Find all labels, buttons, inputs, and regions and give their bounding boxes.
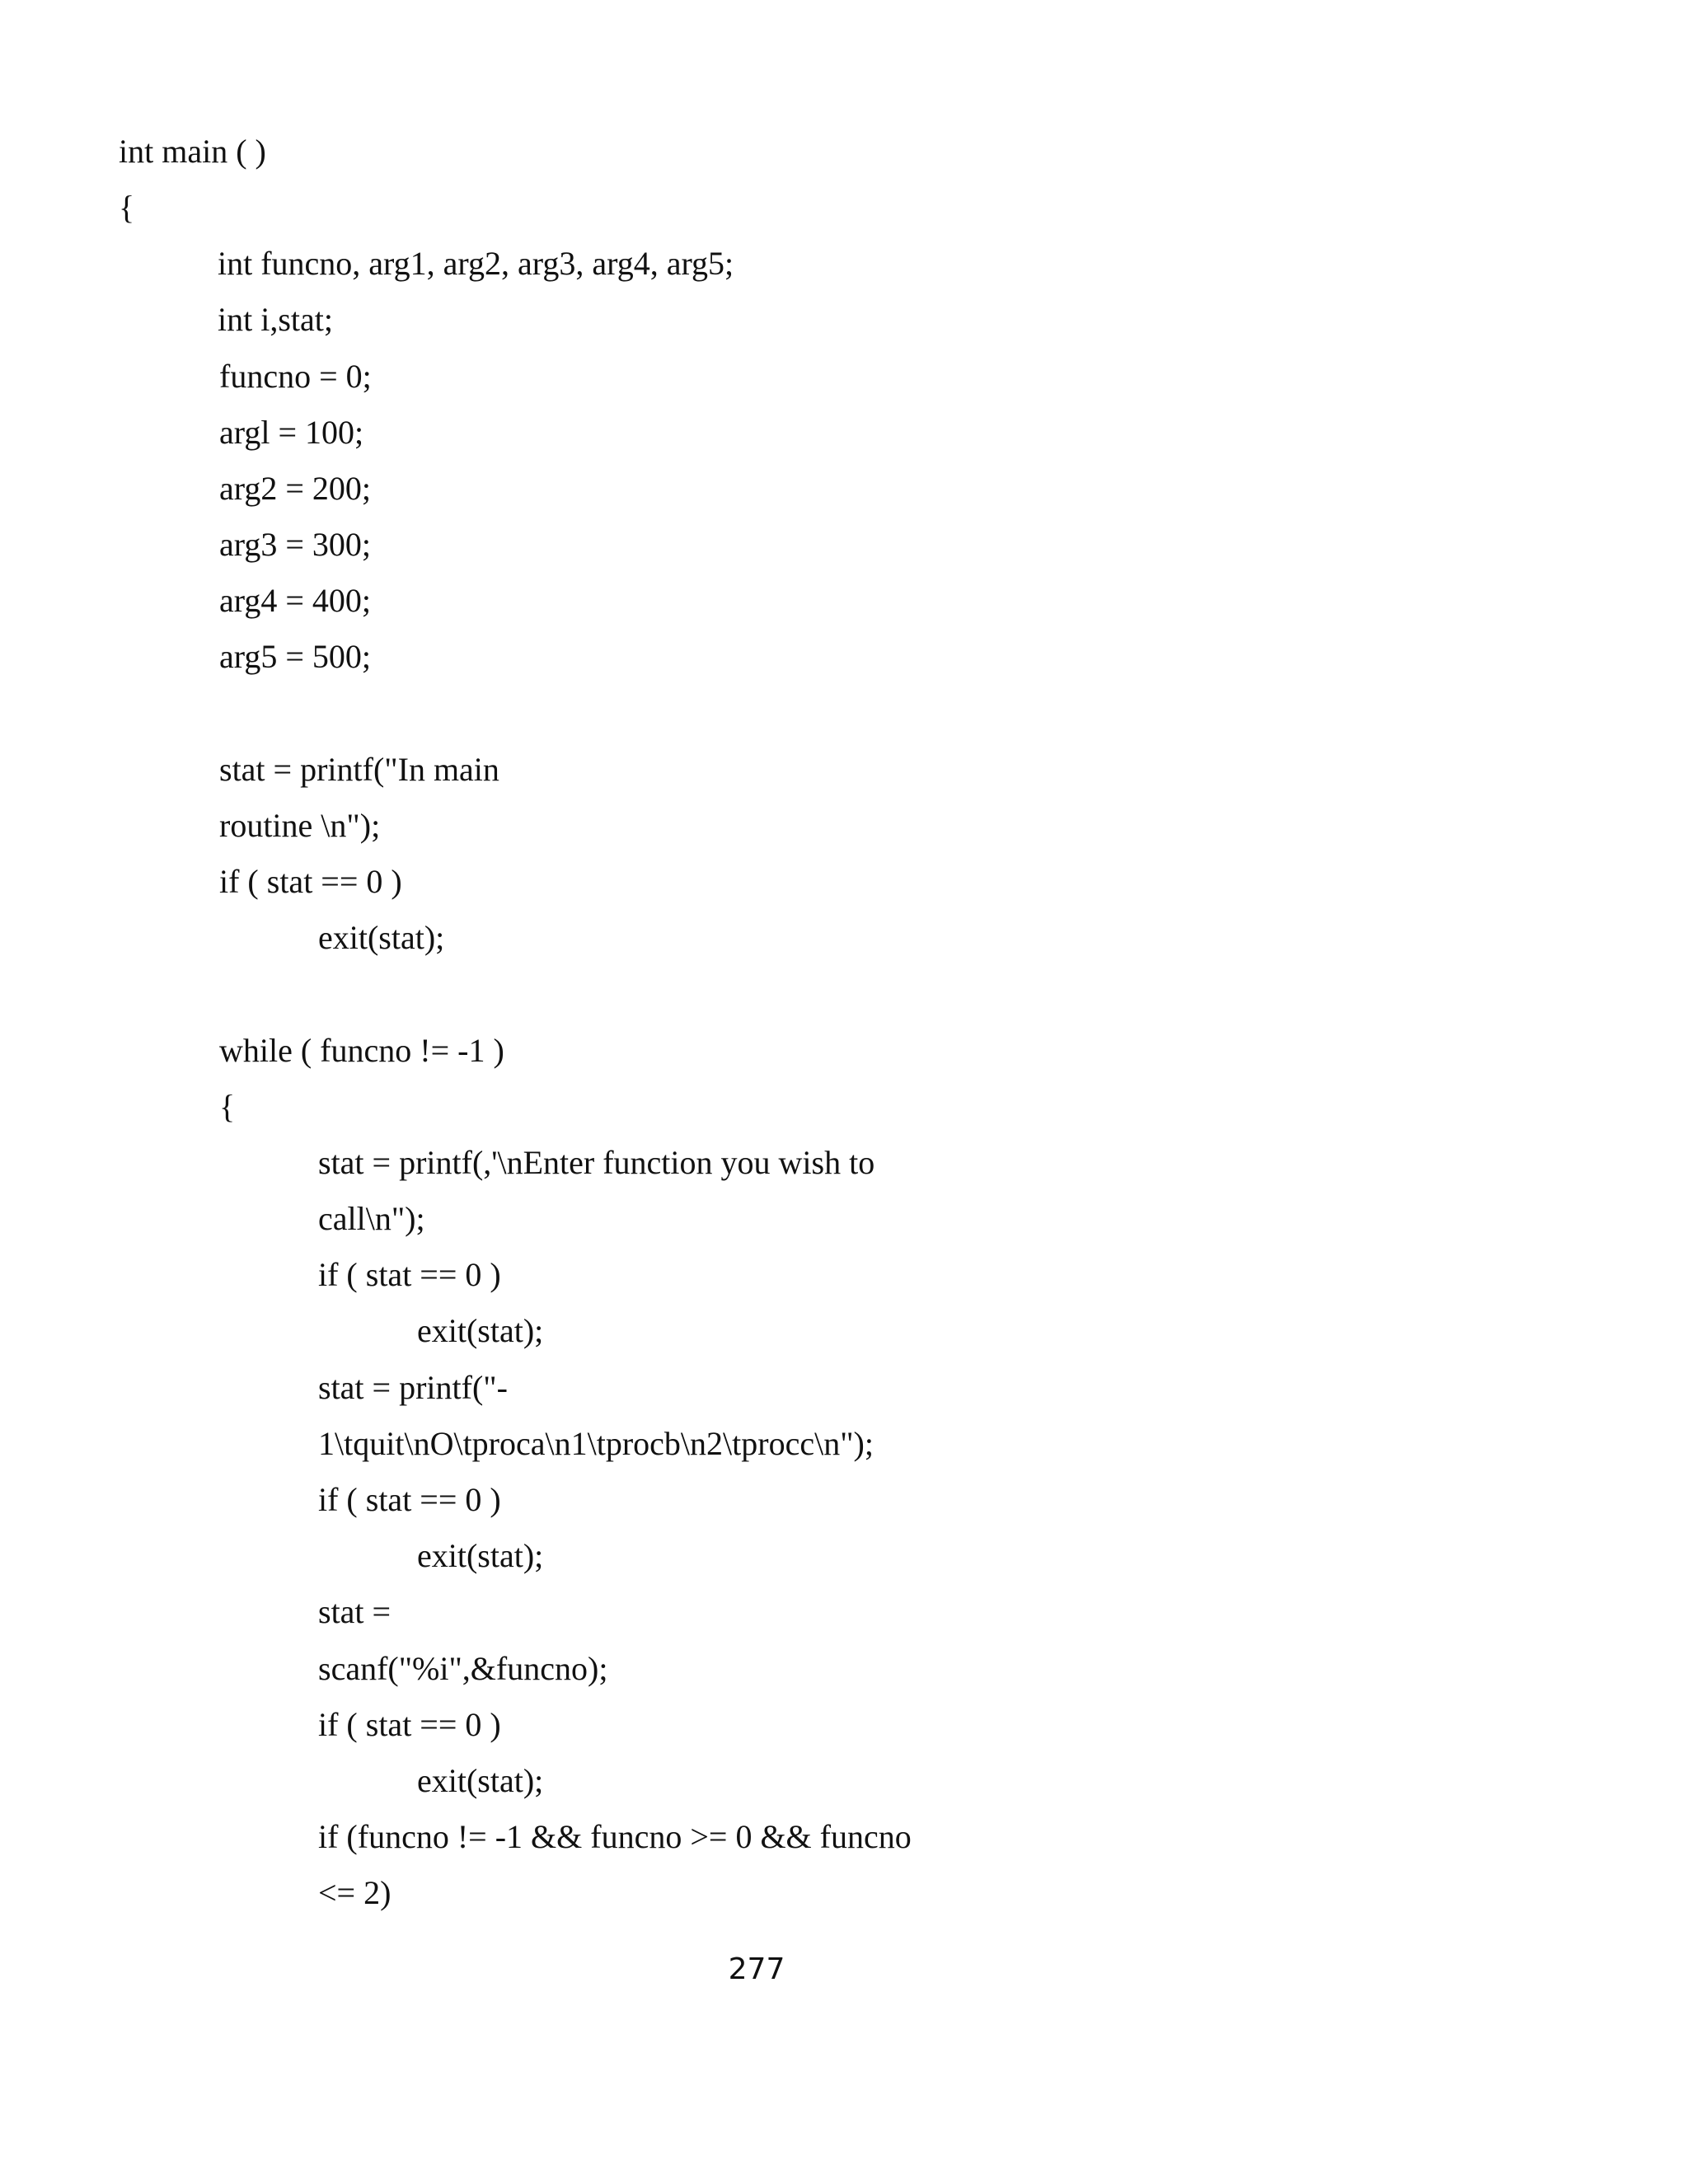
code-line: arg4 = 400; [219,582,372,619]
code-line: stat = printf("- [318,1369,508,1406]
code-line: arg3 = 300; [219,526,372,563]
code-line: exit(stat); [417,1312,544,1349]
code-line: while ( funcno != -1 ) [219,1032,504,1069]
code-line: scanf("%i",&funcno); [318,1650,608,1687]
code-line: { [119,189,135,226]
code-line: stat = printf("In main [219,751,499,788]
code-line: exit(stat); [318,919,445,956]
code-line: if (funcno != -1 && funcno >= 0 && funcno [318,1818,912,1855]
code-line: stat = printf(,'\nEnter function you wish to [318,1144,875,1181]
code-line: int funcno, arg1, arg2, arg3, arg4, arg5; [218,245,734,282]
code-line: int i,stat; [218,301,333,338]
code-line: if ( stat == 0 ) [318,1706,501,1743]
code-line: int main ( ) [119,133,266,170]
code-line: arg2 = 200; [219,470,372,507]
code-line: stat = [318,1593,392,1630]
code-line: routine \n"); [219,807,381,844]
code-line: if ( stat == 0 ) [219,863,402,900]
code-line: funcno = 0; [219,358,372,395]
code-line: exit(stat); [417,1762,544,1799]
code-line: argl = 100; [219,414,364,451]
page-number: 277 [728,1952,785,1986]
code-line: call\n"); [318,1200,425,1237]
code-line: <= 2) [318,1874,392,1911]
code-line: if ( stat == 0 ) [318,1256,501,1293]
code-line: arg5 = 500; [219,638,372,675]
code-line: 1\tquit\nO\tproca\n1\tprocb\n2\tprocc\n"); [318,1425,874,1462]
code-line: if ( stat == 0 ) [318,1481,501,1518]
code-line: exit(stat); [417,1537,544,1574]
code-line: { [219,1088,236,1125]
